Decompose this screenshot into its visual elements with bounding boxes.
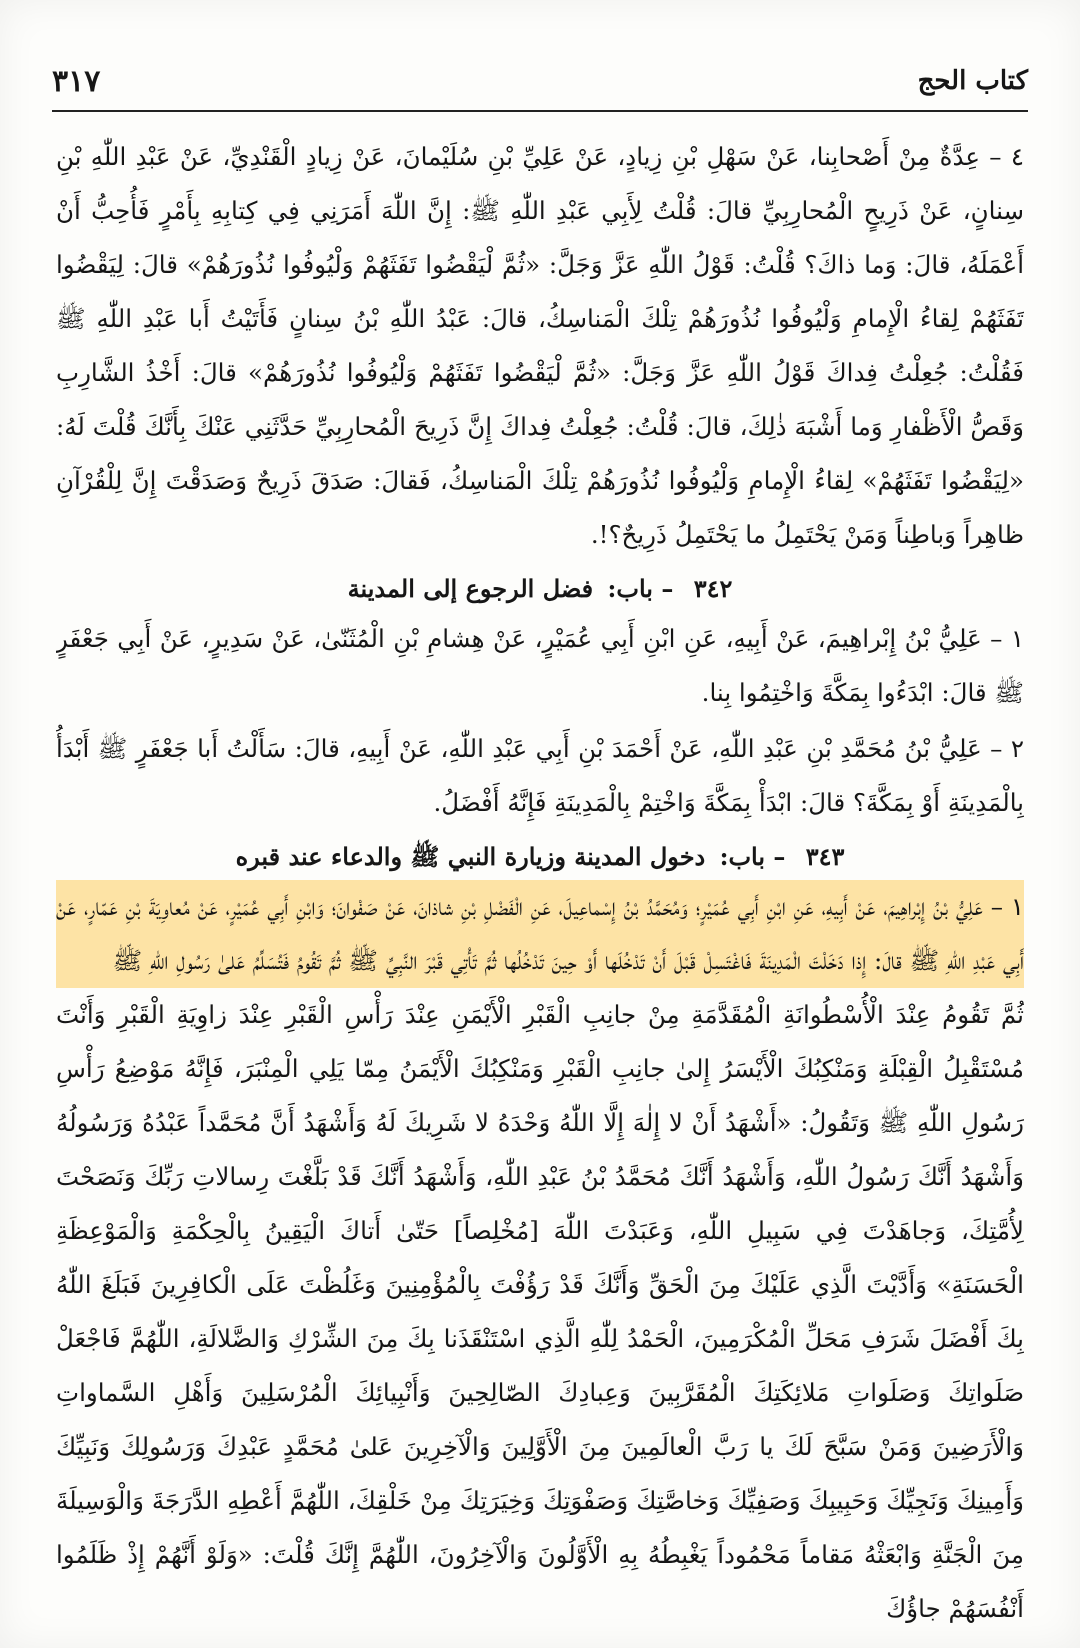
running-header	[52, 64, 1028, 112]
page-body	[56, 130, 1024, 1628]
page-number: ٣١٧	[52, 64, 101, 99]
highlighted-hadith-text: ١ – عَلِيُّ بْنُ إِبْراهِيمَ، عَنْ أَبِيهِ، عَنِ ابْنِ أَبِي عُمَيْرٍ؛ وَمُحَمَّدُ بْنُ إِسْماعِيلَ، عَنِ الْفَضْلِ بْنِ شاذانَ، عَنْ صَفْوانَ؛ وَابْنِ أَبِي عُمَيْرٍ، عَنْ مُعاوِيَةَ بْنِ عَمّارٍ، عَنْ أَبِي عَبْدِ اللّٰهِ ﷺ قالَ: إِذا دَخَلْتَ الْمَدِينَةَ فَاغْتَسِلْ قَبْلَ أَنْ تَدْخُلَها أَوْ حِينَ تَدْخُلُها ثُمَّ تَأْتِي قَبْرَ النَّبِيِّ ﷺ ثُمَّ تَقُومُ فَتُسَلِّمُ عَلىٰ رَسُولِ اللّٰهِ ﷺ	[56, 892, 1024, 975]
chapter-number: ٣٤٣	[805, 842, 845, 871]
chapter-title: فضل الرجوع إلى المدينة	[347, 574, 594, 603]
book-title: كتاب الحج	[917, 66, 1028, 96]
chapter-number: ٣٤٢	[693, 574, 733, 603]
hadith-paragraph: ٢ – عَلِيُّ بْنُ مُحَمَّدِ بْنِ عَبْدِ اللّٰهِ، عَنْ أَحْمَدَ بْنِ أَبِي عَبْدِ اللّٰهِ، عَنْ أَبِيهِ، قالَ: سَأَلْتُ أَبا جَعْفَرٍ ﷺ أَبْدَأُ بِالْمَدِينَةِ أَوْ بِمَكَّةَ؟ قالَ: ابْدَأْ بِمَكَّةَ وَاخْتِمْ بِالْمَدِينَةِ فَإِنَّهُ أَفْضَلُ.	[56, 734, 1024, 817]
chapter-title: دخول المدينة وزيارة النبي ﷺ والدعاء عند قبره	[235, 842, 706, 871]
hadith-paragraph-continued: ثُمَّ تَقُومُ عِنْدَ الْأُسْطُوانَةِ الْمُقَدَّمَةِ مِنْ جانِبِ الْقَبْرِ الْأَيْمَنِ عِنْدَ رَأْسِ الْقَبْرِ عِنْدَ زاوِيَةِ الْقَبْرِ وَأَنْتَ مُسْتَقْبِلُ الْقِبْلَةِ وَمَنْكِبُكَ الْأَيْسَرُ إِلىٰ جانِبِ الْقَبْرِ وَمَنْكِبُكَ الْأَيْمَنُ مِمّا يَلِي الْمِنْبَرَ، فَإِنَّهُ مَوْضِعُ رَأْسِ رَسُولِ اللّٰهِ ﷺ وَتَقُولُ: «أَشْهَدُ أَنْ لا إِلٰهَ إِلَّا اللّٰهُ وَحْدَهُ لا شَرِيكَ لَهُ وَأَشْهَدُ أَنَّ مُحَمَّداً عَبْدُهُ وَرَسُولُهُ وَأَشْهَدُ أَنَّكَ رَسُولُ اللّٰهِ، وَأَشْهَدُ أَنَّكَ مُحَمَّدُ بْنُ عَبْدِ اللّٰهِ، وَأَشْهَدُ أَنَّكَ قَدْ بَلَّغْتَ رِسالاتِ رَبِّكَ وَنَصَحْتَ لِأُمَّتِكَ، وَجاهَدْتَ فِي سَبِيلِ اللّٰهِ، وَعَبَدْتَ اللّٰهَ [مُخْلِصاً] حَتّىٰ أَتاكَ الْيَقِينُ بِالْحِكْمَةِ وَالْمَوْعِظَةِ الْحَسَنَةِ» وَأَدَّيْتَ الَّذِي عَلَيْكَ مِنَ الْحَقِّ وَأَنَّكَ قَدْ رَؤُفْتَ بِالْمُؤْمِنِينَ وَغَلُظْتَ عَلَى الْكافِرِينَ فَبَلَغَ اللّٰهُ بِكَ أَفْضَلَ شَرَفِ مَحَلِّ الْمُكْرَمِينَ، الْحَمْدُ لِلّٰهِ الَّذِي اسْتَنْقَذَنا بِكَ مِنَ الشِّرْكِ وَالضَّلالَةِ، اللّٰهُمَّ فَاجْعَلْ صَلَواتِكَ وَصَلَواتِ مَلائِكَتِكَ الْمُقَرَّبِينَ وَعِبادِكَ الصّالِحِينَ وَأَنْبِيائِكَ الْمُرْسَلِينَ وَأَهْلِ السَّماواتِ وَالْأَرَضِينَ وَمَنْ سَبَّحَ لَكَ يا رَبَّ الْعالَمِينَ مِنَ الْأَوَّلِينَ وَالْآخِرِينَ عَلىٰ مُحَمَّدٍ عَبْدِكَ وَرَسُولِكَ وَنَبِيِّكَ وَأَمِينِكَ وَنَجِيِّكَ وَحَبِيبِكَ وَصَفِيِّكَ وَخاصَّتِكَ وَصَفْوَتِكَ وَخِيَرَتِكَ مِنْ خَلْقِكَ، اللّٰهُمَّ أَعْطِهِ الدَّرَجَةَ وَالْوَسِيلَةَ مِنَ الْجَنَّةِ وَابْعَثْهُ مَقاماً مَحْمُوداً يَغْبِطُهُ بِهِ الْأَوَّلُونَ وَالْآخِرُونَ، اللّٰهُمَّ إِنَّكَ قُلْتَ: «وَلَوْ أَنَّهُمْ إِذْ ظَلَمُوا أَنْفُسَهُمْ جاؤُكَ	[56, 1000, 1024, 1623]
chapter-heading	[56, 834, 1024, 880]
chapter-label: – باب:	[719, 842, 786, 871]
chapter-heading	[56, 566, 1024, 612]
hadith-paragraph: ٤ – عِدَّةٌ مِنْ أَصْحابِنا، عَنْ سَهْلِ بْنِ زِيادٍ، عَنْ عَلِيِّ بْنِ سُلَيْمانَ، عَنْ زِيادٍ الْقَنْدِيِّ، عَنْ عَبْدِ اللّٰهِ بْنِ سِنانٍ، عَنْ ذَرِيحٍ الْمُحارِبِيِّ قالَ: قُلْتُ لِأَبِي عَبْدِ اللّٰهِ ﷺ: إِنَّ اللّٰهَ أَمَرَنِي فِي كِتابِهِ بِأَمْرٍ فَأُحِبُّ أَنْ أَعْمَلَهُ، قالَ: وَما ذاكَ؟ قُلْتُ: قَوْلُ اللّٰهِ عَزَّ وَجَلَّ: «ثُمَّ لْيَقْضُوا تَفَثَهُمْ وَلْيُوفُوا نُذُورَهُمْ» قالَ: لِيَقْضُوا تَفَثَهُمْ لِقاءُ الْإِمامِ وَلْيُوفُوا نُذُورَهُمْ تِلْكَ الْمَناسِكُ، قالَ: عَبْدُ اللّٰهِ بْنُ سِنانٍ فَأَتَيْتُ أَبا عَبْدِ اللّٰهِ ﷺ فَقُلْتُ: جُعِلْتُ فِداكَ قَوْلُ اللّٰهِ عَزَّ وَجَلَّ: «ثُمَّ لْيَقْضُوا تَفَثَهُمْ وَلْيُوفُوا نُذُورَهُمْ» قالَ: أَخْذُ الشَّارِبِ وَقَصُّ الْأَظْفارِ وَما أَشْبَهَ ذٰلِكَ، قالَ: قُلْتُ: جُعِلْتُ فِداكَ إِنَّ ذَرِيحَ الْمُحارِبِيِّ حَدَّثَنِي عَنْكَ بِأَنَّكَ قُلْتَ لَهُ: «لِيَقْضُوا تَفَثَهُمْ» لِقاءُ الْإِمامِ وَلْيُوفُوا نُذُورَهُمْ تِلْكَ الْمَناسِكُ، فَقالَ: صَدَقَ ذَرِيحٌ وَصَدَقْتَ إِنَّ لِلْقُرْآنِ ظاهِراً وَباطِناً وَمَنْ يَحْتَمِلُ ما يَحْتَمِلُ ذَرِيحٌ؟!.	[56, 142, 1024, 549]
hadith-paragraph: ١ – عَلِيُّ بْنُ إِبْراهِيمَ، عَنْ أَبِيهِ، عَنِ ابْنِ أَبِي عُمَيْرٍ، عَنْ هِشامِ بْنِ الْمُثَنّىٰ، عَنْ سَدِيرٍ، عَنْ أَبِي جَعْفَرٍ ﷺ قالَ: ابْدَءُوا بِمَكَّةَ وَاخْتِمُوا بِنا.	[56, 624, 1024, 707]
highlighted-passage[interactable]	[56, 880, 1024, 988]
chapter-label: – باب:	[607, 574, 674, 603]
